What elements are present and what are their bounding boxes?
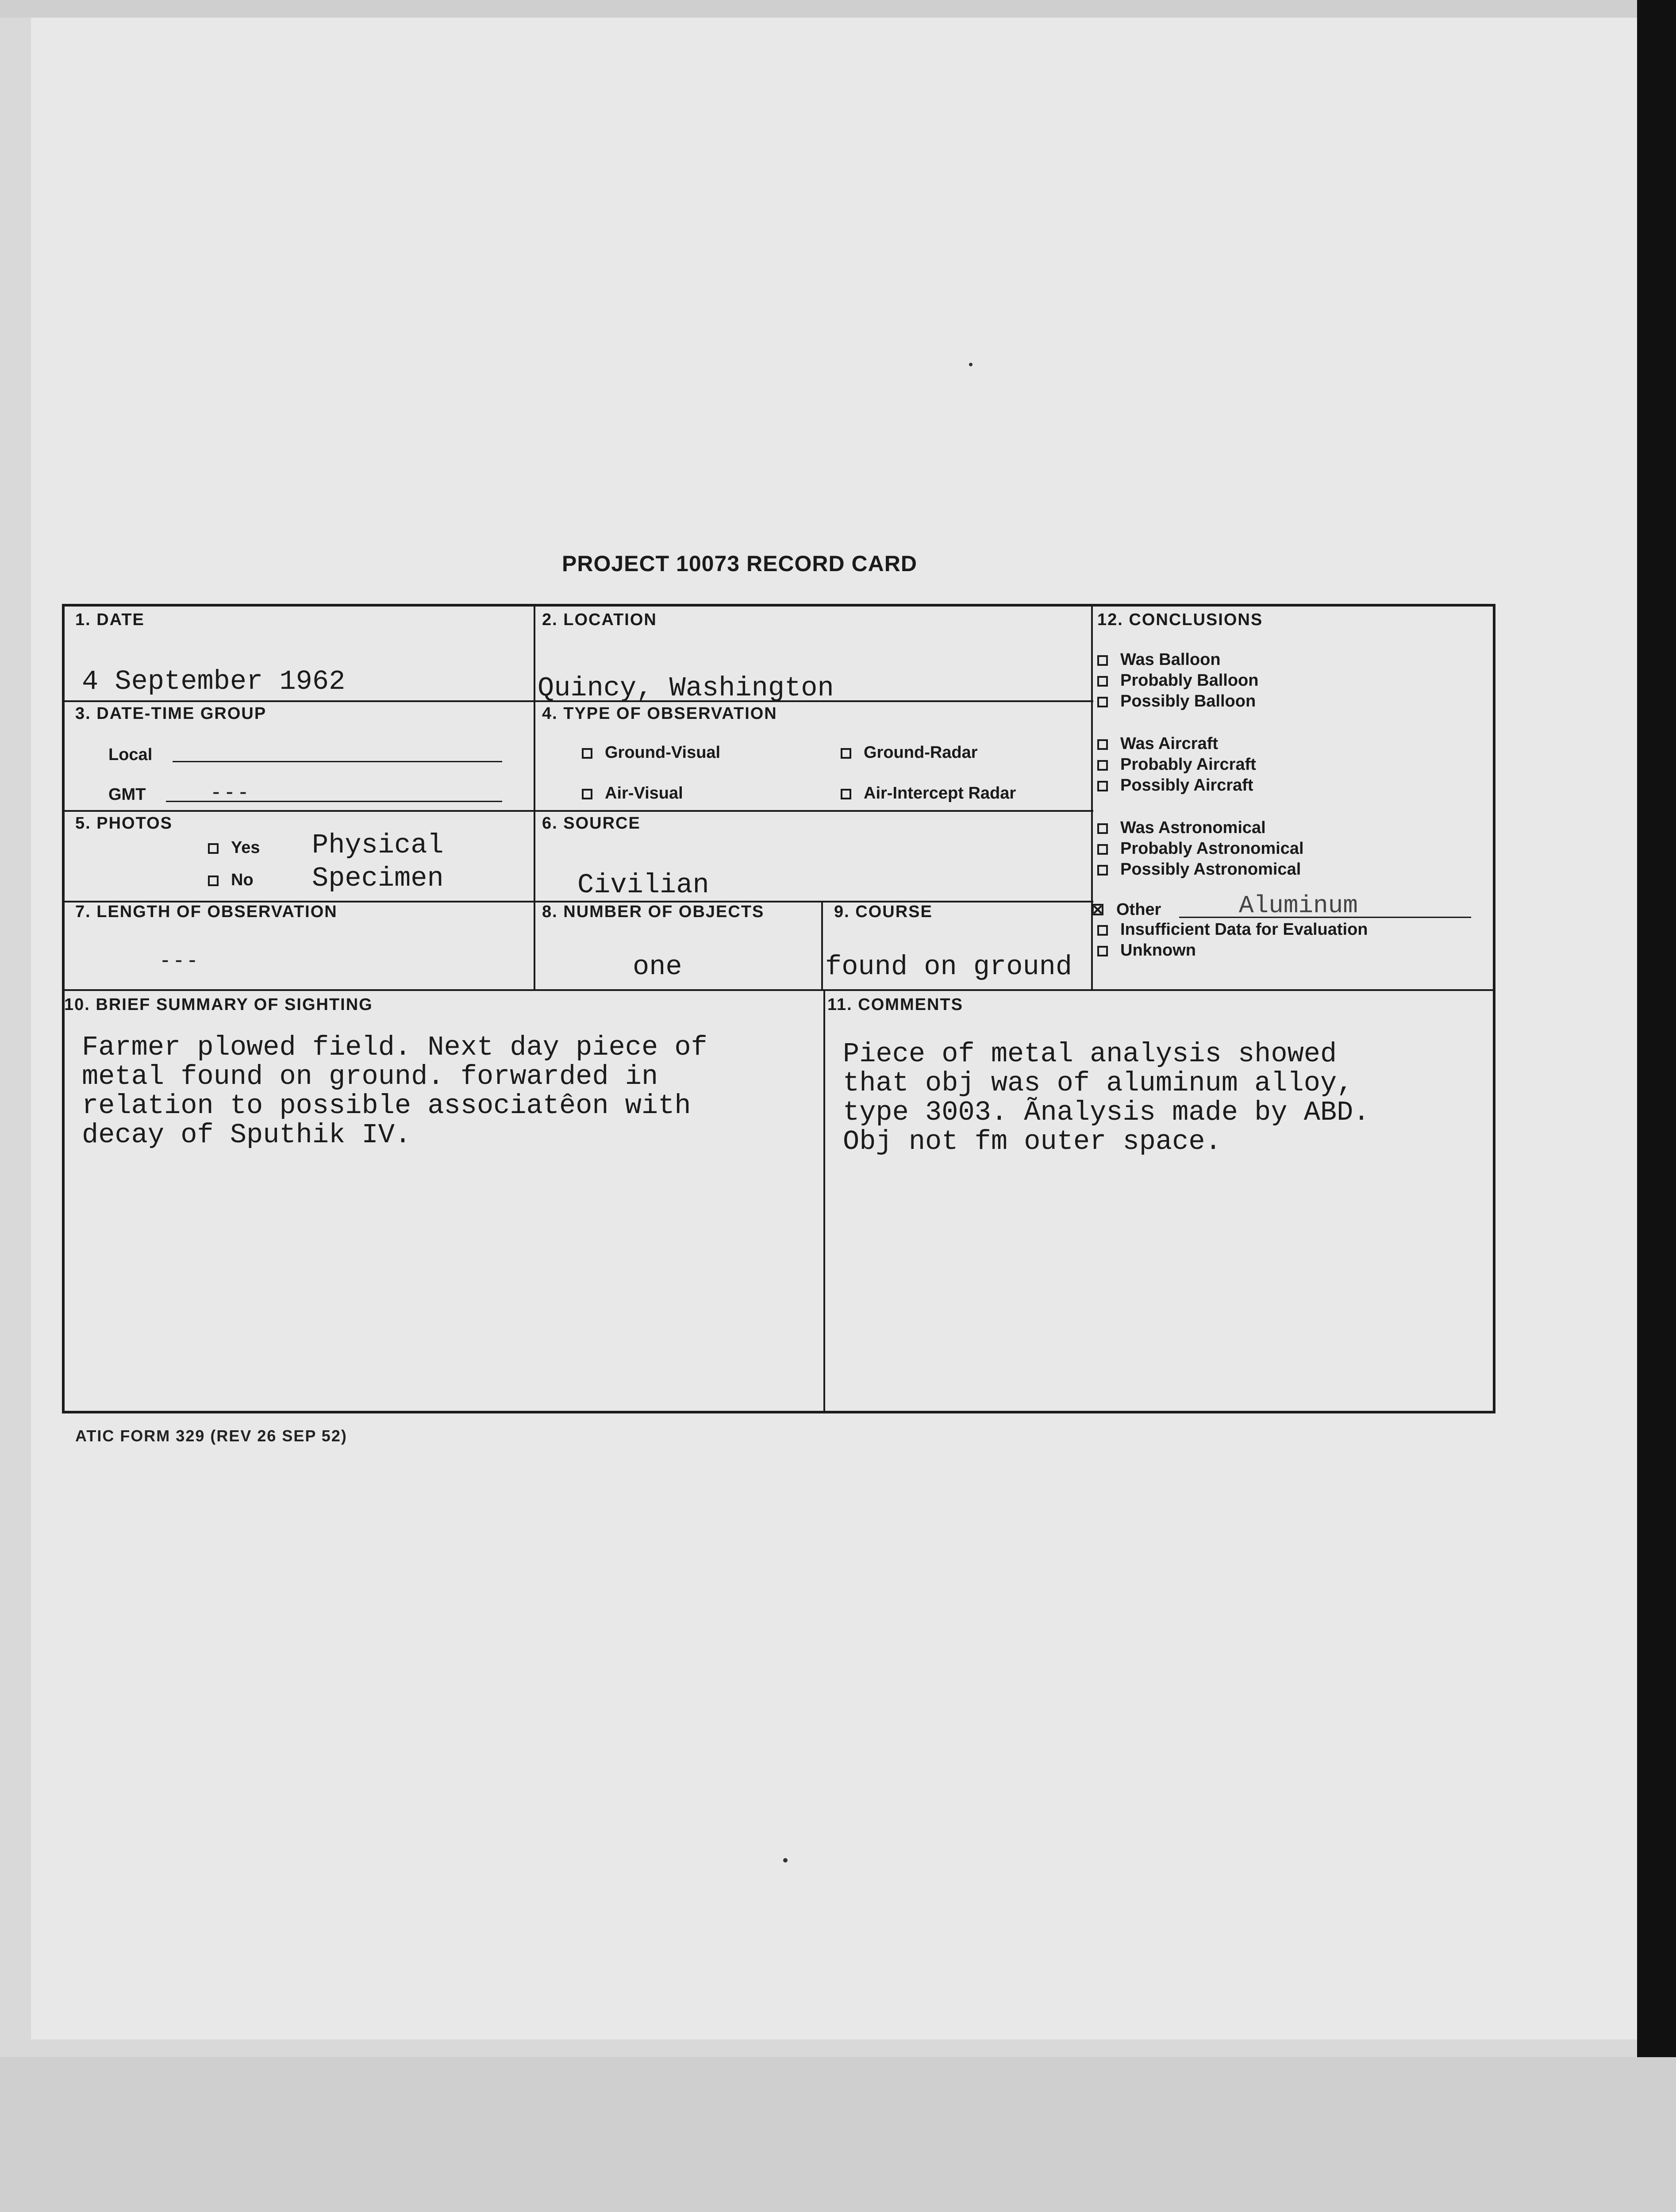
- photos-no: No: [208, 871, 254, 890]
- course-label: 9. COURSE: [834, 902, 933, 921]
- checkbox: [1097, 865, 1108, 876]
- checkbox: [208, 876, 219, 886]
- rule-row4: [65, 989, 1494, 991]
- length-of-observation-label: 7. LENGTH OF OBSERVATION: [75, 902, 338, 921]
- checkbox: [1097, 844, 1108, 855]
- card-title: PROJECT 10073 RECORD CARD: [562, 551, 917, 576]
- rule-col-a: [534, 607, 535, 989]
- photos-label: 5. PHOTOS: [75, 814, 173, 833]
- checkbox: [1097, 760, 1108, 771]
- checkbox: [1097, 739, 1108, 750]
- film-border-right: [1637, 0, 1676, 2057]
- checkbox: [1097, 946, 1108, 956]
- rule-row2: [65, 810, 1093, 812]
- gmt-label: GMT: [108, 785, 146, 804]
- number-of-objects-value: one: [633, 951, 682, 983]
- local-label: Local: [108, 745, 153, 764]
- rule-col-d: [823, 989, 825, 1412]
- checkbox: [1097, 676, 1108, 687]
- conclusion-was-astronomical: Was Astronomical: [1097, 818, 1266, 837]
- source-label: 6. SOURCE: [542, 814, 641, 833]
- conclusion-probably-balloon: Probably Balloon: [1097, 671, 1258, 690]
- checked-mark-icon: ⊠: [1091, 900, 1105, 919]
- date-label: 1. DATE: [75, 611, 145, 629]
- location-value: Quincy, Washington: [538, 672, 834, 704]
- conclusion-possibly-balloon: Possibly Balloon: [1097, 692, 1256, 711]
- conclusion-other-value: Aluminum: [1239, 891, 1358, 920]
- checkbox: [1097, 823, 1108, 834]
- photos-note-line2: Specimen: [312, 863, 444, 894]
- date-time-group-label: 3. DATE-TIME GROUP: [75, 704, 267, 723]
- option-ground-radar: Ground-Radar: [841, 743, 978, 762]
- number-of-objects-label: 8. NUMBER OF OBJECTS: [542, 902, 765, 921]
- checkbox: [208, 843, 219, 854]
- rule-col-b: [821, 901, 823, 989]
- course-value: found on ground: [825, 951, 1072, 983]
- option-air-intercept-radar: Air-Intercept Radar: [841, 784, 1016, 803]
- checkbox: [1097, 697, 1108, 707]
- checkbox: [1097, 925, 1108, 936]
- conclusion-other: ⊠ Other: [1091, 900, 1161, 919]
- local-line: [173, 761, 502, 762]
- date-value: 4 September 1962: [82, 666, 346, 697]
- comments-label: 11. COMMENTS: [827, 995, 963, 1014]
- conclusion-probably-aircraft: Probably Aircraft: [1097, 755, 1256, 774]
- type-of-observation-label: 4. TYPE OF OBSERVATION: [542, 704, 777, 723]
- other-line: [1179, 917, 1471, 918]
- brief-summary-label: 10. BRIEF SUMMARY OF SIGHTING: [64, 995, 373, 1014]
- film-speck: [969, 363, 973, 366]
- option-air-visual: Air-Visual: [582, 784, 683, 803]
- length-of-observation-value: - - -: [161, 947, 196, 972]
- gmt-value: - - -: [212, 779, 247, 804]
- rule-col-c: [1091, 607, 1093, 989]
- comments-text: Piece of metal analysis showed that obj was of aluminum alloy, type 3003. Ãnalysis made by ABD. Obj not fm outer space.: [843, 1038, 1370, 1157]
- conclusion-insufficient-data: Insufficient Data for Evaluation: [1097, 920, 1368, 939]
- gmt-line: [166, 801, 502, 802]
- brief-summary-text: Farmer plowed field. Next day piece of metal found on ground. forwarded in relation to possible associatêon with decay of Sputhik IV.: [82, 1032, 707, 1151]
- checkbox: [1097, 655, 1108, 666]
- conclusion-was-aircraft: Was Aircraft: [1097, 734, 1218, 753]
- form-identifier: ATIC FORM 329 (REV 26 SEP 52): [75, 1427, 347, 1445]
- conclusion-probably-astronomical: Probably Astronomical: [1097, 839, 1304, 858]
- conclusion-possibly-astronomical: Possibly Astronomical: [1097, 860, 1301, 879]
- photos-yes: Yes: [208, 838, 260, 857]
- conclusion-was-balloon: Was Balloon: [1097, 650, 1221, 669]
- checkbox: [582, 748, 592, 759]
- option-ground-visual: Ground-Visual: [582, 743, 720, 762]
- film-speck: [783, 1858, 788, 1863]
- conclusions-label: 12. CONCLUSIONS: [1097, 611, 1263, 629]
- location-label: 2. LOCATION: [542, 611, 657, 629]
- photos-note-line1: Physical: [312, 830, 444, 861]
- checkbox: [582, 789, 592, 799]
- source-value: Civilian: [577, 869, 709, 901]
- film-border-bottom: [0, 2057, 1676, 2212]
- conclusion-unknown: Unknown: [1097, 941, 1196, 960]
- film-border-top: [0, 0, 1676, 18]
- checkbox: [841, 748, 851, 759]
- conclusion-possibly-aircraft: Possibly Aircraft: [1097, 776, 1253, 795]
- checkbox: [841, 789, 851, 799]
- checkbox: [1097, 781, 1108, 791]
